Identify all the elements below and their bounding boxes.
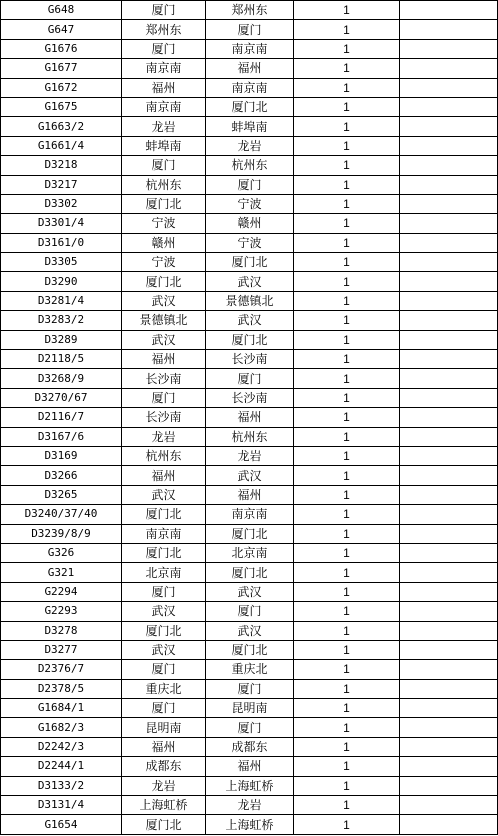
destination-station-cell: 厦门	[206, 175, 294, 194]
note-cell	[400, 757, 498, 776]
quantity-cell: 1	[294, 505, 400, 524]
note-cell	[400, 640, 498, 659]
destination-station-cell: 福州	[206, 408, 294, 427]
origin-station-cell: 长沙南	[122, 369, 206, 388]
quantity-cell: 1	[294, 543, 400, 562]
note-cell	[400, 621, 498, 640]
quantity-cell: 1	[294, 194, 400, 213]
origin-station-cell: 厦门	[122, 699, 206, 718]
destination-station-cell: 龙岩	[206, 446, 294, 465]
quantity-cell: 1	[294, 20, 400, 39]
origin-station-cell: 景德镇北	[122, 311, 206, 330]
origin-station-cell: 厦门北	[122, 505, 206, 524]
origin-station-cell: 武汉	[122, 485, 206, 504]
note-cell	[400, 117, 498, 136]
note-cell	[400, 466, 498, 485]
note-cell	[400, 291, 498, 310]
train-number-cell: D2244/1	[1, 757, 122, 776]
train-number-cell: G1661/4	[1, 136, 122, 155]
note-cell	[400, 78, 498, 97]
table-row	[1, 272, 498, 291]
table-row	[1, 408, 498, 427]
table-row	[1, 175, 498, 194]
train-number-cell: G321	[1, 563, 122, 582]
origin-station-cell: 厦门北	[122, 194, 206, 213]
origin-station-cell: 厦门北	[122, 815, 206, 834]
note-cell	[400, 408, 498, 427]
train-number-cell: D3305	[1, 253, 122, 272]
note-cell	[400, 233, 498, 252]
quantity-cell: 1	[294, 796, 400, 815]
table-body	[1, 1, 498, 835]
origin-station-cell: 厦门	[122, 39, 206, 58]
train-number-cell: G1684/1	[1, 699, 122, 718]
quantity-cell: 1	[294, 291, 400, 310]
origin-station-cell: 宁波	[122, 214, 206, 233]
quantity-cell: 1	[294, 737, 400, 756]
quantity-cell: 1	[294, 582, 400, 601]
note-cell	[400, 388, 498, 407]
origin-station-cell: 重庆北	[122, 679, 206, 698]
train-number-cell: D3265	[1, 485, 122, 504]
table-row	[1, 524, 498, 543]
train-number-cell: G1682/3	[1, 718, 122, 737]
note-cell	[400, 602, 498, 621]
train-number-cell: D3217	[1, 175, 122, 194]
destination-station-cell: 福州	[206, 59, 294, 78]
train-number-cell: D3281/4	[1, 291, 122, 310]
destination-station-cell: 长沙南	[206, 350, 294, 369]
destination-station-cell: 郑州东	[206, 1, 294, 20]
train-number-cell: D3278	[1, 621, 122, 640]
note-cell	[400, 214, 498, 233]
note-cell	[400, 369, 498, 388]
note-cell	[400, 582, 498, 601]
destination-station-cell: 厦门北	[206, 253, 294, 272]
note-cell	[400, 330, 498, 349]
origin-station-cell: 武汉	[122, 330, 206, 349]
origin-station-cell: 厦门	[122, 660, 206, 679]
train-number-cell: D3218	[1, 156, 122, 175]
note-cell	[400, 718, 498, 737]
quantity-cell: 1	[294, 815, 400, 834]
table-row	[1, 505, 498, 524]
table-row	[1, 796, 498, 815]
train-number-cell: G1654	[1, 815, 122, 834]
table-row	[1, 582, 498, 601]
destination-station-cell: 厦门	[206, 602, 294, 621]
train-number-cell: G2294	[1, 582, 122, 601]
destination-station-cell: 福州	[206, 485, 294, 504]
origin-station-cell: 龙岩	[122, 117, 206, 136]
origin-station-cell: 福州	[122, 466, 206, 485]
note-cell	[400, 311, 498, 330]
note-cell	[400, 699, 498, 718]
train-number-cell: D3302	[1, 194, 122, 213]
table-row	[1, 20, 498, 39]
destination-station-cell: 杭州东	[206, 156, 294, 175]
quantity-cell: 1	[294, 621, 400, 640]
quantity-cell: 1	[294, 660, 400, 679]
destination-station-cell: 上海虹桥	[206, 815, 294, 834]
table-row	[1, 699, 498, 718]
train-number-cell: D3301/4	[1, 214, 122, 233]
origin-station-cell: 北京南	[122, 563, 206, 582]
quantity-cell: 1	[294, 563, 400, 582]
destination-station-cell: 上海虹桥	[206, 776, 294, 795]
note-cell	[400, 175, 498, 194]
table-row	[1, 466, 498, 485]
origin-station-cell: 长沙南	[122, 408, 206, 427]
note-cell	[400, 776, 498, 795]
origin-station-cell: 杭州东	[122, 175, 206, 194]
quantity-cell: 1	[294, 602, 400, 621]
quantity-cell: 1	[294, 446, 400, 465]
train-number-cell: G326	[1, 543, 122, 562]
quantity-cell: 1	[294, 640, 400, 659]
origin-station-cell: 郑州东	[122, 20, 206, 39]
note-cell	[400, 446, 498, 465]
train-number-cell: D2118/5	[1, 350, 122, 369]
quantity-cell: 1	[294, 233, 400, 252]
quantity-cell: 1	[294, 175, 400, 194]
destination-station-cell: 厦门北	[206, 640, 294, 659]
quantity-cell: 1	[294, 156, 400, 175]
train-number-cell: G648	[1, 1, 122, 20]
origin-station-cell: 龙岩	[122, 427, 206, 446]
origin-station-cell: 厦门北	[122, 543, 206, 562]
train-number-cell: D3133/2	[1, 776, 122, 795]
destination-station-cell: 南京南	[206, 39, 294, 58]
train-number-cell: G647	[1, 20, 122, 39]
note-cell	[400, 815, 498, 834]
train-number-cell: D3169	[1, 446, 122, 465]
destination-station-cell: 厦门北	[206, 563, 294, 582]
destination-station-cell: 北京南	[206, 543, 294, 562]
note-cell	[400, 505, 498, 524]
destination-station-cell: 南京南	[206, 78, 294, 97]
quantity-cell: 1	[294, 388, 400, 407]
table-row	[1, 640, 498, 659]
origin-station-cell: 成都东	[122, 757, 206, 776]
origin-station-cell: 福州	[122, 78, 206, 97]
note-cell	[400, 156, 498, 175]
note-cell	[400, 39, 498, 58]
train-number-cell: G1672	[1, 78, 122, 97]
train-number-cell: D3270/67	[1, 388, 122, 407]
quantity-cell: 1	[294, 408, 400, 427]
destination-station-cell: 龙岩	[206, 796, 294, 815]
table-row	[1, 59, 498, 78]
origin-station-cell: 福州	[122, 737, 206, 756]
quantity-cell: 1	[294, 136, 400, 155]
origin-station-cell: 宁波	[122, 253, 206, 272]
train-number-cell: G1677	[1, 59, 122, 78]
train-number-cell: D3131/4	[1, 796, 122, 815]
train-number-cell: D2378/5	[1, 679, 122, 698]
destination-station-cell: 厦门北	[206, 97, 294, 116]
quantity-cell: 1	[294, 214, 400, 233]
table-row	[1, 291, 498, 310]
table-row	[1, 621, 498, 640]
quantity-cell: 1	[294, 350, 400, 369]
origin-station-cell: 武汉	[122, 602, 206, 621]
note-cell	[400, 253, 498, 272]
quantity-cell: 1	[294, 485, 400, 504]
destination-station-cell: 厦门北	[206, 524, 294, 543]
train-number-cell: G2293	[1, 602, 122, 621]
destination-station-cell: 福州	[206, 757, 294, 776]
destination-station-cell: 重庆北	[206, 660, 294, 679]
destination-station-cell: 武汉	[206, 272, 294, 291]
note-cell	[400, 524, 498, 543]
quantity-cell: 1	[294, 78, 400, 97]
train-number-cell: D2116/7	[1, 408, 122, 427]
destination-station-cell: 武汉	[206, 621, 294, 640]
table-row	[1, 757, 498, 776]
train-number-cell: D3240/37/40	[1, 505, 122, 524]
note-cell	[400, 543, 498, 562]
table-row	[1, 563, 498, 582]
table-row	[1, 194, 498, 213]
train-number-cell: D3239/8/9	[1, 524, 122, 543]
origin-station-cell: 杭州东	[122, 446, 206, 465]
train-number-cell: D3277	[1, 640, 122, 659]
origin-station-cell: 厦门	[122, 582, 206, 601]
table-row	[1, 679, 498, 698]
destination-station-cell: 昆明南	[206, 699, 294, 718]
table-row	[1, 253, 498, 272]
note-cell	[400, 563, 498, 582]
train-number-cell: D3290	[1, 272, 122, 291]
train-number-cell: D3167/6	[1, 427, 122, 446]
destination-station-cell: 厦门	[206, 718, 294, 737]
quantity-cell: 1	[294, 466, 400, 485]
destination-station-cell: 武汉	[206, 311, 294, 330]
note-cell	[400, 59, 498, 78]
table-row	[1, 602, 498, 621]
train-number-cell: D3161/0	[1, 233, 122, 252]
origin-station-cell: 上海虹桥	[122, 796, 206, 815]
train-number-cell: G1676	[1, 39, 122, 58]
table-row	[1, 660, 498, 679]
quantity-cell: 1	[294, 97, 400, 116]
table-row	[1, 427, 498, 446]
destination-station-cell: 蚌埠南	[206, 117, 294, 136]
origin-station-cell: 蚌埠南	[122, 136, 206, 155]
destination-station-cell: 厦门	[206, 369, 294, 388]
quantity-cell: 1	[294, 330, 400, 349]
origin-station-cell: 武汉	[122, 640, 206, 659]
destination-station-cell: 厦门	[206, 679, 294, 698]
train-number-cell: G1663/2	[1, 117, 122, 136]
table-row	[1, 485, 498, 504]
table-row	[1, 214, 498, 233]
quantity-cell: 1	[294, 776, 400, 795]
note-cell	[400, 679, 498, 698]
origin-station-cell: 昆明南	[122, 718, 206, 737]
origin-station-cell: 厦门	[122, 388, 206, 407]
note-cell	[400, 97, 498, 116]
table-row	[1, 233, 498, 252]
table-row	[1, 97, 498, 116]
note-cell	[400, 737, 498, 756]
origin-station-cell: 南京南	[122, 524, 206, 543]
table-row	[1, 78, 498, 97]
table-row	[1, 39, 498, 58]
quantity-cell: 1	[294, 311, 400, 330]
quantity-cell: 1	[294, 718, 400, 737]
note-cell	[400, 1, 498, 20]
destination-station-cell: 宁波	[206, 194, 294, 213]
destination-station-cell: 武汉	[206, 466, 294, 485]
destination-station-cell: 长沙南	[206, 388, 294, 407]
destination-station-cell: 南京南	[206, 505, 294, 524]
table-row	[1, 156, 498, 175]
train-number-cell: D3289	[1, 330, 122, 349]
quantity-cell: 1	[294, 699, 400, 718]
table-row	[1, 350, 498, 369]
quantity-cell: 1	[294, 369, 400, 388]
table-row	[1, 776, 498, 795]
origin-station-cell: 龙岩	[122, 776, 206, 795]
origin-station-cell: 厦门北	[122, 272, 206, 291]
quantity-cell: 1	[294, 253, 400, 272]
origin-station-cell: 厦门	[122, 1, 206, 20]
quantity-cell: 1	[294, 59, 400, 78]
train-number-cell: D3283/2	[1, 311, 122, 330]
destination-station-cell: 厦门北	[206, 330, 294, 349]
destination-station-cell: 杭州东	[206, 427, 294, 446]
origin-station-cell: 南京南	[122, 97, 206, 116]
table-row	[1, 117, 498, 136]
table-row	[1, 446, 498, 465]
train-number-cell: D3268/9	[1, 369, 122, 388]
note-cell	[400, 350, 498, 369]
train-number-cell: D2242/3	[1, 737, 122, 756]
train-number-cell: D2376/7	[1, 660, 122, 679]
destination-station-cell: 赣州	[206, 214, 294, 233]
origin-station-cell: 南京南	[122, 59, 206, 78]
destination-station-cell: 龙岩	[206, 136, 294, 155]
destination-station-cell: 厦门	[206, 20, 294, 39]
note-cell	[400, 660, 498, 679]
table-row	[1, 388, 498, 407]
train-number-cell: D3266	[1, 466, 122, 485]
table-row	[1, 815, 498, 834]
quantity-cell: 1	[294, 524, 400, 543]
origin-station-cell: 赣州	[122, 233, 206, 252]
train-number-cell: G1675	[1, 97, 122, 116]
note-cell	[400, 136, 498, 155]
note-cell	[400, 427, 498, 446]
table-row	[1, 737, 498, 756]
destination-station-cell: 景德镇北	[206, 291, 294, 310]
table-row	[1, 136, 498, 155]
quantity-cell: 1	[294, 427, 400, 446]
quantity-cell: 1	[294, 39, 400, 58]
note-cell	[400, 485, 498, 504]
table-row	[1, 330, 498, 349]
origin-station-cell: 武汉	[122, 291, 206, 310]
quantity-cell: 1	[294, 757, 400, 776]
table-row	[1, 718, 498, 737]
origin-station-cell: 厦门北	[122, 621, 206, 640]
destination-station-cell: 成都东	[206, 737, 294, 756]
note-cell	[400, 20, 498, 39]
quantity-cell: 1	[294, 117, 400, 136]
table-row	[1, 311, 498, 330]
table-row	[1, 369, 498, 388]
quantity-cell: 1	[294, 1, 400, 20]
note-cell	[400, 194, 498, 213]
table-row	[1, 543, 498, 562]
destination-station-cell: 宁波	[206, 233, 294, 252]
origin-station-cell: 福州	[122, 350, 206, 369]
note-cell	[400, 272, 498, 291]
table-row	[1, 1, 498, 20]
note-cell	[400, 796, 498, 815]
quantity-cell: 1	[294, 679, 400, 698]
quantity-cell: 1	[294, 272, 400, 291]
destination-station-cell: 武汉	[206, 582, 294, 601]
origin-station-cell: 厦门	[122, 156, 206, 175]
